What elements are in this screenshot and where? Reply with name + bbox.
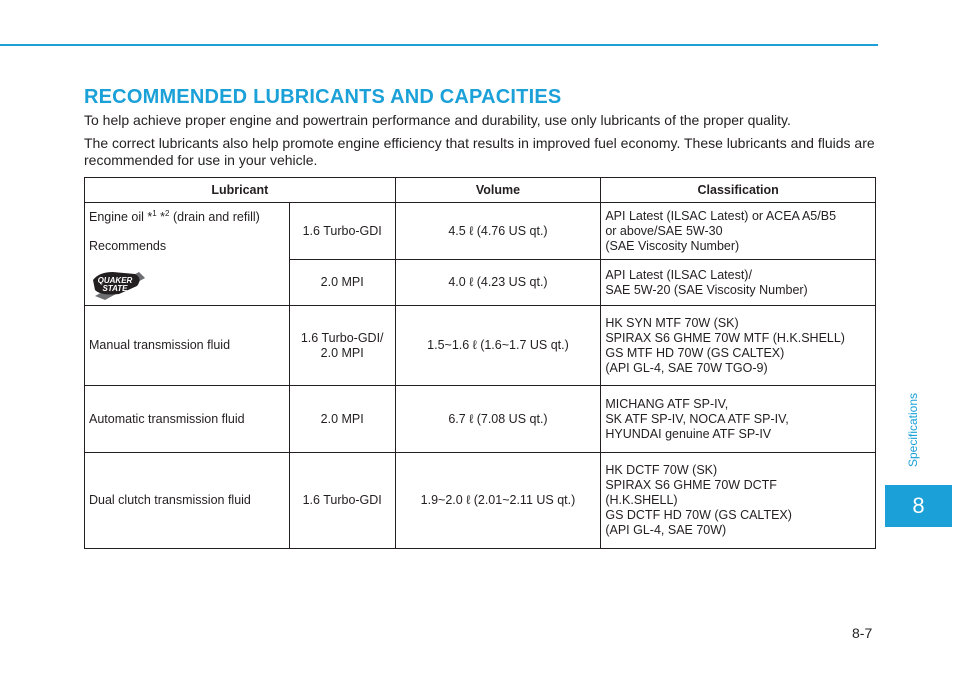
intro-text [84,112,884,175]
engine-cell: 1.6 Turbo-GDI/ 2.0 MPI [289,306,395,386]
volume-cell: 4.5 ℓ (4.76 US qt.) [395,203,601,260]
volume-cell: 6.7 ℓ (7.08 US qt.) [395,386,601,453]
engine-cell: 2.0 MPI [289,386,395,453]
page-number: 8-7 [852,625,873,641]
table-row [85,306,876,386]
recommends-label: Recommends [89,239,167,254]
section-side-label: Specifications [906,392,920,468]
svg-text:STATE: STATE [102,284,128,294]
page-title: RECOMMENDED LUBRICANTS AND CAPACITIES [84,86,562,108]
lubricant-cell: Dual clutch transmission fluid [85,453,290,549]
intro-paragraph-1: To help achieve proper engine and powertrain performance and durability, use only lubricants of the proper quality. [84,112,791,128]
classification-cell: API Latest (ILSAC Latest)/ SAE 5W-20 (SAE Viscosity Number) [601,260,876,306]
lubricant-cell: Manual transmission fluid [85,306,290,386]
table-row [85,386,876,453]
lubricant-cell: Automatic transmission fluid [85,386,290,453]
volume-cell: 1.5~1.6 ℓ (1.6~1.7 US qt.) [395,306,601,386]
table-row [85,453,876,549]
engine-cell: 2.0 MPI [289,260,395,306]
classification-cell: HK SYN MTF 70W (SK) SPIRAX S6 GHME 70W MTF (H.K.SHELL) GS MTF HD 70W (GS CALTEX) (API GL-4, SAE 70W TGO-9) [601,306,876,386]
header-classification: Classification [601,178,876,203]
top-rule [0,44,878,46]
quaker-state-logo [89,266,149,302]
header-lubricant: Lubricant [85,178,396,203]
classification-cell: API Latest (ILSAC Latest) or ACEA A5/B5 or above/SAE 5W-30 (SAE Viscosity Number) [601,203,876,260]
engine-cell: 1.6 Turbo-GDI [289,203,395,260]
classification-cell: HK DCTF 70W (SK) SPIRAX S6 GHME 70W DCTF (H.K.SHELL) GS DCTF HD 70W (GS CALTEX) (API GL-4, SAE 70W) [601,453,876,549]
table-header-row [85,178,876,203]
chapter-tab: 8 [885,485,952,527]
classification-cell: MICHANG ATF SP-IV, SK ATF SP-IV, NOCA ATF SP-IV, HYUNDAI genuine ATF SP-IV [601,386,876,453]
table-row [85,203,876,260]
intro-paragraph-2: The correct lubricants also help promote engine efficiency that results in improved fuel economy. These lubricants and fluids are recommended for use in your vehicle. [84,135,875,168]
svg-text:QUAKER: QUAKER [97,276,133,286]
engine-cell: 1.6 Turbo-GDI [289,453,395,549]
volume-cell: 1.9~2.0 ℓ (2.01~2.11 US qt.) [395,453,601,549]
engine-oil-cell [85,203,290,306]
lubricants-table [84,177,876,549]
header-volume: Volume [395,178,601,203]
engine-oil-label: Engine oil *$^1$ *$^2$ (drain and refill) [89,209,260,225]
volume-cell: 4.0 ℓ (4.23 US qt.) [395,260,601,306]
